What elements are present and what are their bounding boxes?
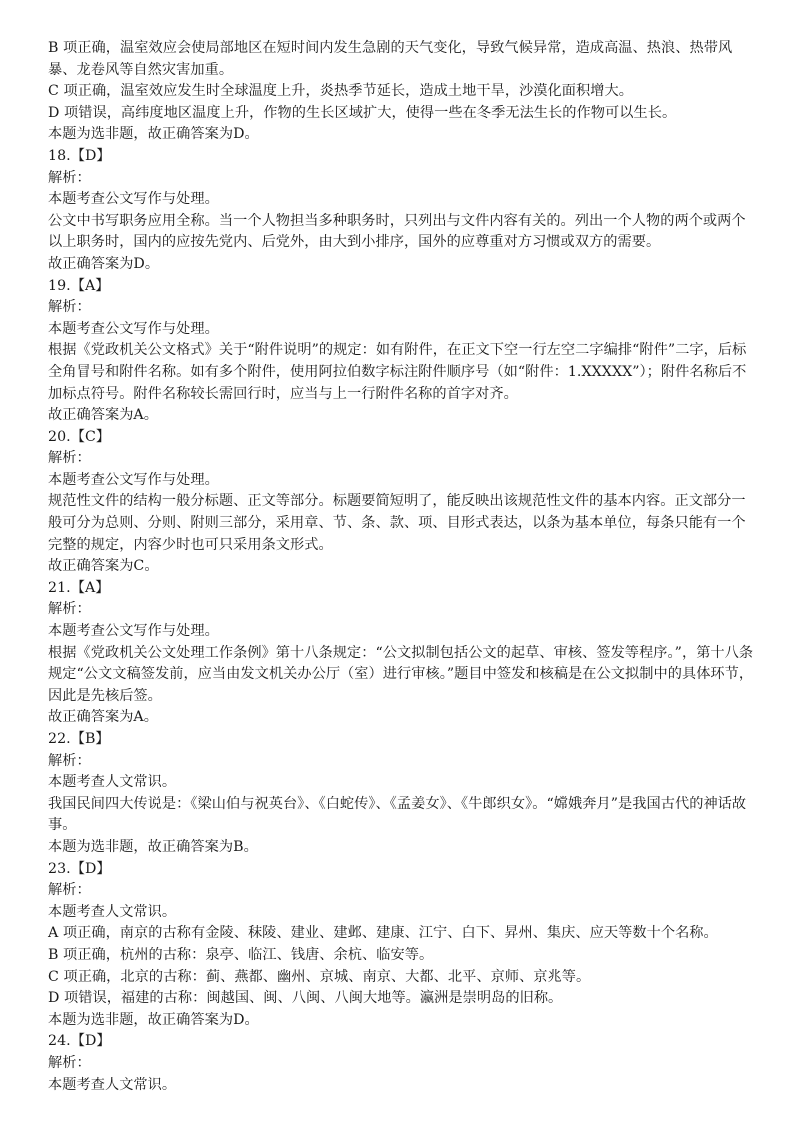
paragraph: D 项错误，高纬度地区温度上升，作物的生长区域扩大，使得一些在冬季无法生长的作物可以生长。 — [48, 104, 677, 121]
question-number: 23.【D】 — [48, 860, 111, 877]
analysis-label: 解析： — [48, 1054, 91, 1071]
answer-line: 本题为选非题，故正确答案为B。 — [48, 838, 258, 855]
answer-line: 本题为选非题，故正确答案为D。 — [48, 1011, 259, 1028]
paragraph: A 项正确，南京的古称有金陵、秣陵、建业、建邺、建康、江宁、白下、昇州、集庆、应天等数十个名称。 — [48, 925, 718, 942]
answer-line: 故正确答案为A。 — [48, 407, 158, 424]
answer-line: 故正确答案为A。 — [48, 709, 158, 726]
topic-line: 本题考查公文写作与处理。 — [48, 471, 219, 488]
analysis-label: 解析： — [48, 752, 91, 769]
paragraph: 规范性文件的结构一般分标题、正文等部分。标题要简短明了，能反映出该规范性文件的基本内容。正文部分一般可分为总则、分则、附则三部分，采用章、节、条、款、项、目形式表达，以条为基本单位，每条只能有一个完整的规定，内容少时也可只采用条文形式。 — [48, 493, 746, 553]
paragraph: 我国民间四大传说是：《梁山伯与祝英台》、《白蛇传》、《孟姜女》、《牛郎织女》。“嫦娥奔月”是我国古代的神话故事。 — [48, 795, 747, 834]
topic-line: 本题考查人文常识。 — [48, 903, 177, 920]
answer-line: 本题为选非题，故正确答案为D。 — [48, 126, 259, 143]
analysis-label: 解析： — [48, 299, 91, 316]
analysis-label: 解析： — [48, 169, 91, 186]
document-page — [48, 38, 758, 1096]
paragraph: C 项正确，北京的古称：蓟、燕都、幽州、京城、南京、大都、北平、京师、京兆等。 — [48, 968, 591, 985]
question-number: 20.【C】 — [48, 428, 111, 445]
question-number: 24.【D】 — [48, 1033, 111, 1050]
analysis-label: 解析： — [48, 601, 91, 618]
analysis-label: 解析： — [48, 882, 91, 899]
topic-line: 本题考查人文常识。 — [48, 1076, 177, 1093]
topic-line: 本题考查公文写作与处理。 — [48, 320, 219, 337]
topic-line: 本题考查人文常识。 — [48, 774, 177, 791]
paragraph: C 项正确，温室效应发生时全球温度上升，炎热季节延长，造成土地干旱，沙漠化面积增大。 — [48, 83, 633, 100]
answer-line: 故正确答案为C。 — [48, 558, 159, 575]
question-number: 18.【D】 — [48, 147, 111, 164]
paragraph: B 项正确，杭州的古称：泉亭、临江、钱唐、余杭、临安等。 — [48, 946, 434, 963]
topic-line: 本题考查公文写作与处理。 — [48, 191, 219, 208]
question-number: 22.【B】 — [48, 731, 110, 747]
question-number: 19.【A】 — [48, 277, 110, 294]
question-number: 21.【A】 — [48, 579, 110, 596]
paragraph: 根据《党政机关公文格式》关于“附件说明”的规定：如有附件，在正文下空一行左空二字编排“附件”二字，后标全角冒号和附件名称。如有多个附件，使用阿拉伯数字标注附件顺序号（如“附件：1.XXXXX”）；附件名称后不加标点符号。附件名称较长需回行时，应当与上一行附件名称的首字对齐。 — [48, 342, 747, 402]
paragraph: D 项错误，福建的古称：闽越国、闽、八闽、八闽大地等。瀛洲是崇明岛的旧称。 — [48, 990, 563, 1007]
paragraph: 公文中书写职务应用全称。当一个人物担当多种职务时，只列出与文件内容有关的。列出一个人物的两个或两个以上职务时，国内的应按先党内、后党外，由大到小排序，国外的应尊重对方习惯或双方的需要。 — [48, 212, 746, 251]
paragraph: B 项正确，温室效应会使局部地区在短时间内发生急剧的天气变化，导致气候异常，造成高温、热浪、热带风暴、龙卷风等自然灾害加重。 — [48, 40, 733, 78]
analysis-label: 解析： — [48, 450, 91, 467]
answer-line: 故正确答案为D。 — [48, 255, 160, 272]
paragraph: 根据《党政机关公文处理工作条例》第十八条规定：“公文拟制包括公文的起草、审核、签发等程序。”，第十八条规定“公文文稿签发前，应当由发文机关办公厅（室）进行审核。”题目中签发和核稿是在公文拟制中的具体环节，因此是先核后签。 — [48, 644, 754, 704]
topic-line: 本题考查公文写作与处理。 — [48, 623, 219, 640]
